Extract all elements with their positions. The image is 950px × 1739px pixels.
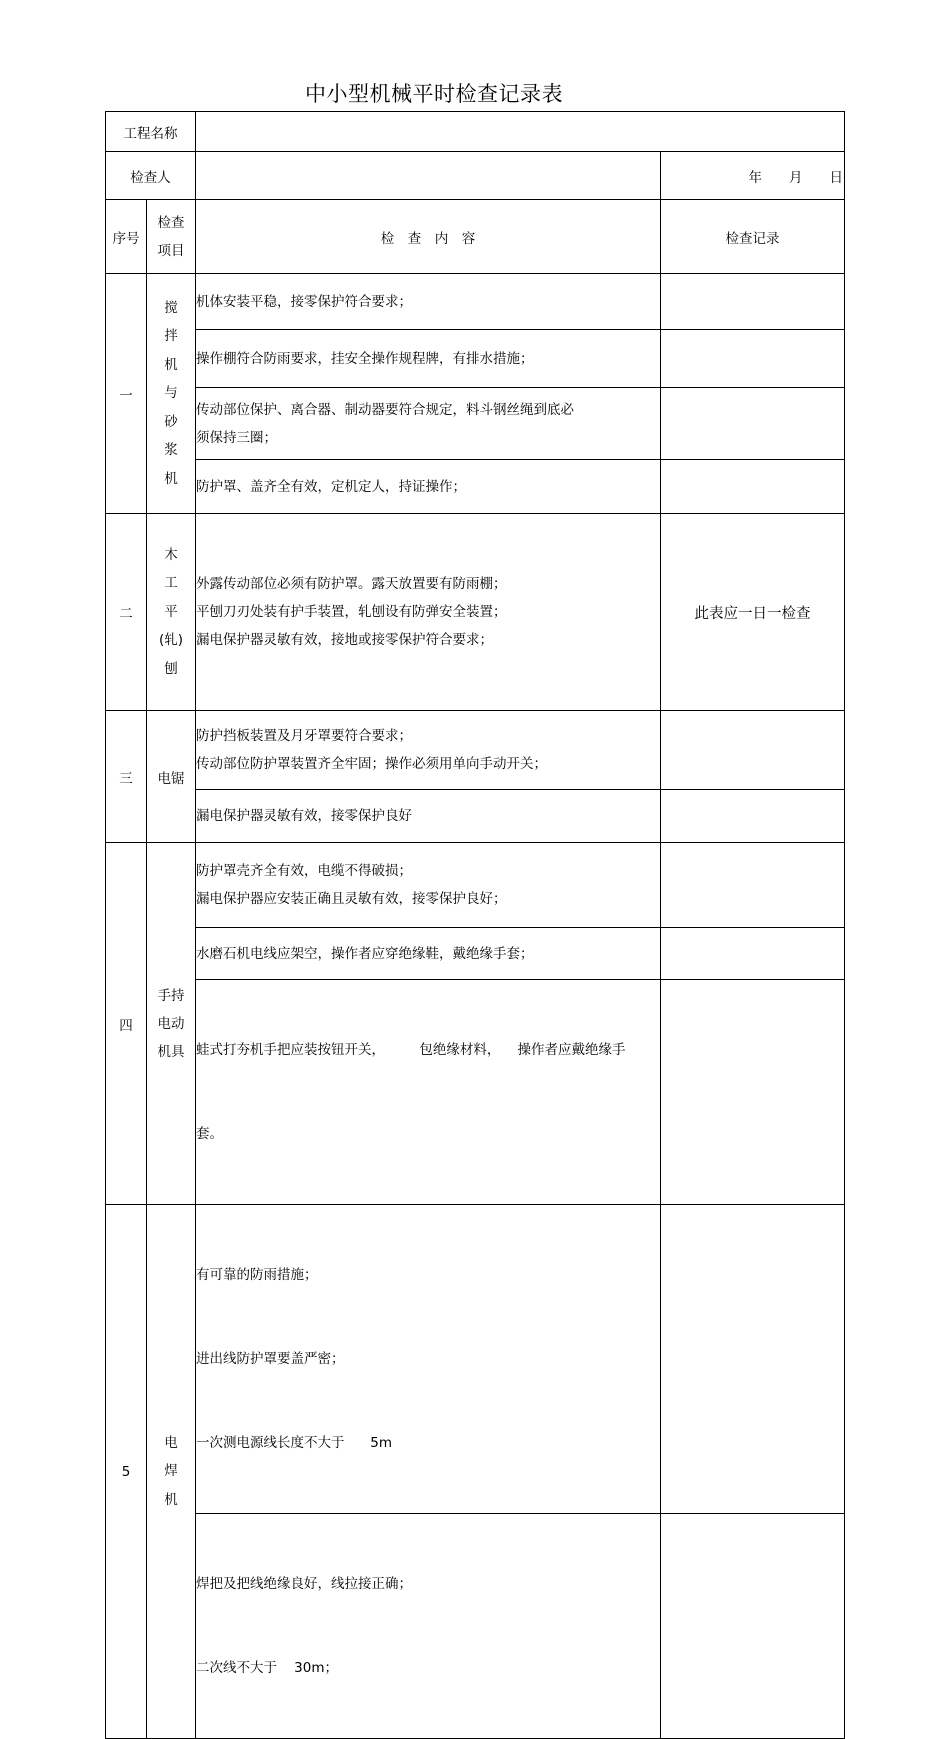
date-field[interactable] — [661, 152, 845, 200]
content-line: 有可靠的防雨措施； — [196, 1267, 318, 1283]
table-row — [106, 514, 845, 711]
content-line: 蛙式打夯机手把应装按钮开关， 包绝缘材料， 操作者应戴绝缘手 — [196, 1042, 626, 1058]
item-char: 搅 — [164, 299, 178, 316]
table-row — [106, 330, 845, 388]
item-char: 工 — [164, 575, 178, 592]
section-1-seq: 一 — [106, 274, 147, 514]
item-char: 砂 — [164, 413, 178, 430]
record-cell[interactable] — [661, 460, 845, 514]
inspector-field[interactable] — [196, 152, 661, 200]
col-seq-header: 序号 — [106, 200, 147, 274]
record-cell[interactable] — [661, 274, 845, 330]
record-cell[interactable] — [661, 928, 845, 980]
content-line: 漏电保护器灵敏有效，接地或接零保护符合要求； — [196, 632, 493, 648]
content-cell — [196, 274, 661, 330]
content-cell — [196, 514, 661, 711]
content-line: 操作棚符合防雨要求，挂安全操作规程牌，有排水措施； — [196, 350, 534, 367]
content-line: 传动部位保护、离合器、制动器要符合规定，料斗钢丝绳到底必 — [196, 401, 574, 418]
content-line: 机体安装平稳，接零保护符合要求； — [196, 293, 412, 310]
content-cell — [196, 330, 661, 388]
content-line: 漏电保护器灵敏有效，接零保护良好 — [196, 808, 412, 824]
record-cell[interactable] — [661, 388, 845, 460]
project-name-label: 工程名称 — [106, 112, 196, 152]
content-line: 一次测电源线长度不大于 5m — [196, 1435, 392, 1451]
content-cell — [196, 1205, 661, 1514]
inspector-row — [106, 152, 845, 200]
content-line: 水磨石机电线应架空，操作者应穿绝缘鞋，戴绝缘手套； — [196, 945, 534, 962]
content-line: 须保持三圈； — [196, 429, 277, 446]
table-row — [106, 274, 845, 330]
project-name-field[interactable] — [196, 112, 845, 152]
item-char: 与 — [164, 385, 178, 402]
item-char: 焊 — [164, 1463, 178, 1480]
table-row — [106, 1205, 845, 1514]
content-line: 防护罩壳齐全有效，电缆不得破损； — [196, 863, 412, 879]
content-cell — [196, 711, 661, 790]
item-line: 电动 — [157, 1015, 185, 1032]
record-cell[interactable] — [661, 711, 845, 790]
record-cell[interactable] — [661, 790, 845, 843]
column-header-row — [106, 200, 845, 274]
content-line: 防护罩、盖齐全有效，定机定人，持证操作； — [196, 478, 466, 495]
table-row — [106, 980, 845, 1205]
content-cell — [196, 928, 661, 980]
record-cell[interactable] — [661, 330, 845, 388]
content-line: 防护挡板装置及月牙罩要符合要求； — [196, 728, 412, 744]
inspector-label: 检查人 — [106, 152, 196, 200]
item-char: 平 — [164, 603, 178, 620]
section-4-seq: 四 — [106, 843, 147, 1205]
item-char: 电 — [164, 1434, 178, 1451]
record-cell[interactable] — [661, 1205, 845, 1514]
content-cell — [196, 1514, 661, 1739]
item-char: 刨 — [164, 660, 178, 677]
date-year: 年 — [748, 169, 763, 186]
content-line: 传动部位防护罩装置齐全牢固；操作必须用单向手动开关； — [196, 756, 547, 772]
record-cell[interactable] — [661, 1514, 845, 1739]
table-row — [106, 388, 845, 460]
record-cell[interactable] — [661, 980, 845, 1205]
table-row — [106, 1514, 845, 1739]
page-title: 中小型机械平时检查记录表 — [305, 82, 563, 106]
item-char: 机 — [164, 1491, 178, 1508]
section-3-seq: 三 — [106, 711, 147, 843]
section-4-item — [147, 843, 196, 1205]
table-row — [106, 843, 845, 928]
content-line: 漏电保护器应安装正确且灵敏有效，接零保护良好； — [196, 891, 507, 907]
section-5-item — [147, 1205, 196, 1739]
record-cell[interactable] — [661, 843, 845, 928]
record-cell-note[interactable]: 此表应一日一检查 — [661, 514, 845, 711]
inspection-table — [105, 111, 845, 1739]
content-line: 进出线防护罩要盖严密； — [196, 1351, 345, 1367]
table-row — [106, 711, 845, 790]
table-row — [106, 790, 845, 843]
item-char: 机 — [164, 356, 178, 373]
item-line: 机具 — [157, 1043, 185, 1060]
table-row — [106, 928, 845, 980]
content-cell — [196, 843, 661, 928]
content-line: 平刨刀刃处装有护手装置，轧刨设有防弹安全装置； — [196, 604, 507, 620]
item-char: 机 — [164, 470, 178, 487]
section-3-item: 电锯 — [147, 711, 196, 843]
col-content-header: 检 查 内 容 — [196, 200, 661, 274]
content-line: 套。 — [196, 1126, 223, 1142]
section-5-seq: 5 — [106, 1205, 147, 1739]
col-item-header — [147, 200, 196, 274]
col-item-line2: 项目 — [157, 242, 185, 259]
content-cell — [196, 388, 661, 460]
content-line: 二次线不大于 30m； — [196, 1660, 338, 1676]
section-1-item — [147, 274, 196, 514]
content-cell — [196, 460, 661, 514]
date-day: 日 — [829, 169, 844, 186]
content-line: 外露传动部位必须有防护罩。露天放置要有防雨棚； — [196, 576, 507, 592]
table-row — [106, 460, 845, 514]
content-cell — [196, 790, 661, 843]
item-line: 手持 — [157, 987, 185, 1004]
col-item-line1: 检查 — [157, 214, 185, 231]
project-name-row — [106, 112, 845, 152]
col-record-header: 检查记录 — [661, 200, 845, 274]
content-cell — [196, 980, 661, 1205]
item-char: 木 — [164, 546, 178, 563]
item-char: 浆 — [164, 442, 178, 459]
content-line: 焊把及把线绝缘良好，线拉接正确； — [196, 1576, 412, 1592]
item-char: (轧) — [158, 632, 184, 649]
section-2-item — [147, 514, 196, 711]
item-char: 拌 — [164, 328, 178, 345]
date-month: 月 — [789, 169, 804, 186]
section-2-seq: 二 — [106, 514, 147, 711]
